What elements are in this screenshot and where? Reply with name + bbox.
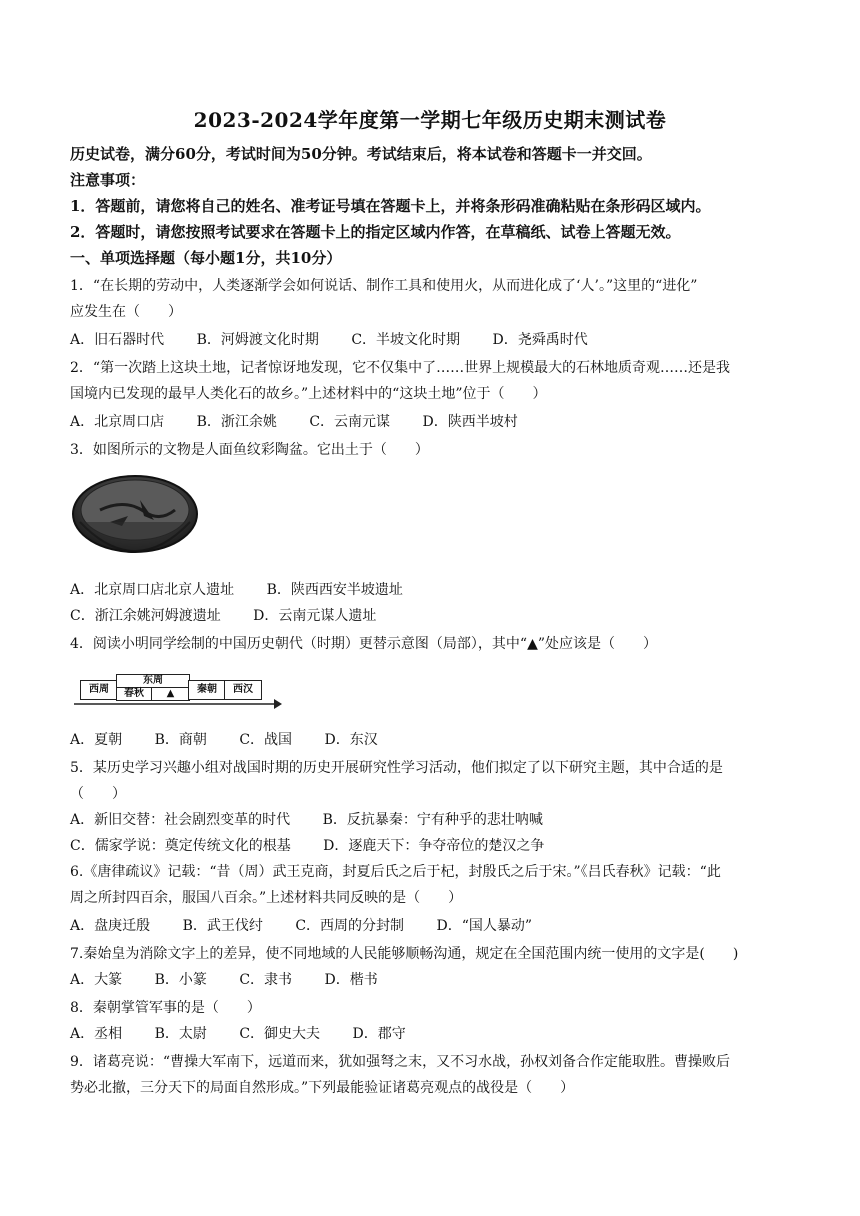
- q3-options-row-1: [70, 580, 800, 600]
- q1-option-d[interactable]: D．尧舜禹时代: [492, 332, 588, 348]
- q1-stem-2: 应发生在（ ）: [70, 304, 182, 320]
- q2-option-c[interactable]: C．云南元谋: [309, 414, 391, 430]
- q8-stem: 8．秦朝掌管军事的是（ ）: [70, 1000, 261, 1016]
- q5-option-c[interactable]: C．儒家学说：奠定传统文化的根基: [70, 838, 291, 854]
- q1-option-c[interactable]: C．半坡文化时期: [351, 332, 461, 348]
- exam-title: 2023-2024学年度第一学期七年级历史期末测试卷: [193, 108, 667, 132]
- q5-stem-2: （ ）: [70, 786, 126, 802]
- timeline-qin: 秦朝: [188, 680, 226, 700]
- q6-option-b[interactable]: B．武王伐纣: [182, 918, 263, 934]
- q1-options: [70, 330, 800, 350]
- q2-option-d[interactable]: D．陕西半坡村: [422, 414, 518, 430]
- q6-options: [70, 916, 800, 936]
- timeline-eastern-zhou: 东周: [116, 674, 190, 688]
- timeline-western-zhou: 西周: [80, 680, 118, 700]
- q7-option-b[interactable]: B．小篆: [154, 972, 207, 988]
- q8-options: [70, 1024, 800, 1044]
- q4-option-d[interactable]: D．东汉: [324, 732, 378, 748]
- q7-options: [70, 970, 800, 990]
- note-1: 1．答题前，请您将自己的姓名、准考证号填在答题卡上，并将条形码准确粘贴在条形码区域内。: [70, 197, 711, 215]
- notes-header: 注意事项：: [70, 171, 146, 189]
- timeline-triangle-blank: ▲: [151, 687, 190, 701]
- q2-stem-2: 国境内已发现的最早人类化石的故乡。”上述材料中的“这块土地”位于（ ）: [70, 386, 547, 402]
- pottery-basin-image: [70, 470, 200, 568]
- q2-option-b[interactable]: B．浙江余姚: [196, 414, 277, 430]
- q8-option-a[interactable]: A．丞相: [70, 1026, 123, 1042]
- q1-stem-1: 1．“在长期的劳动中，人类逐渐学会如何说话、制作工具和使用火，从而进化成了‘人’。”这里的“进化”: [70, 278, 698, 294]
- q3-stem: 3．如图所示的文物是人面鱼纹彩陶盆。它出土于（ ）: [70, 442, 429, 458]
- q3-option-b[interactable]: B．陕西西安半坡遗址: [266, 582, 403, 598]
- q8-option-d[interactable]: D．郡守: [352, 1026, 406, 1042]
- note-2: 2．答题时，请您按照考试要求在答题卡上的指定区域内作答，在草稿纸、试卷上答题无效。: [70, 223, 681, 241]
- q4-option-c[interactable]: C．战国: [239, 732, 293, 748]
- q6-option-d[interactable]: D．“国人暴动”: [436, 918, 533, 934]
- q6-option-c[interactable]: C．西周的分封制: [295, 918, 405, 934]
- q5-options-row-2: [70, 836, 800, 856]
- q2-option-a[interactable]: A．北京周口店: [70, 414, 165, 430]
- q9-stem-1: 9．诸葛亮说：“曹操大军南下，远道而来，犹如强弩之末，又不习水战，孙权刘备合作定能取胜。曹操败后: [70, 1054, 731, 1070]
- q5-option-d[interactable]: D．逐鹿天下：争夺帝位的楚汉之争: [323, 838, 545, 854]
- q1-option-b[interactable]: B．河姆渡文化时期: [196, 332, 319, 348]
- q6-option-a[interactable]: A．盘庚迁殷: [70, 918, 151, 934]
- q4-stem: 4．阅读小明同学绘制的中国历史朝代（时期）更替示意图（局部），其中“▲”处应该是（ ）: [70, 636, 657, 652]
- q7-option-d[interactable]: D．楷书: [324, 972, 378, 988]
- timeline-arrow-icon: [70, 672, 284, 712]
- q7-stem: 7.秦始皇为消除文字上的差异，使不同地域的人民能够顺畅沟通，规定在全国范围内统一使用的文字是( ): [70, 946, 739, 962]
- q3-option-a[interactable]: A．北京周口店北京人遗址: [70, 582, 235, 598]
- timeline-spring-autumn: 春秋: [116, 687, 152, 701]
- q3-option-c[interactable]: C．浙江余姚河姆渡遗址: [70, 608, 221, 624]
- q2-options: [70, 412, 800, 432]
- q7-option-a[interactable]: A．大篆: [70, 972, 123, 988]
- q3-options-row-2: [70, 606, 800, 626]
- dynasty-timeline-diagram: [70, 672, 284, 712]
- q5-option-b[interactable]: B．反抗暴秦：宁有种乎的悲壮呐喊: [322, 812, 543, 828]
- q2-stem-1: 2．“第一次踏上这块土地，记者惊讶地发现，它不仅集中了……世界上规模最大的石林地质奇观……还是我: [70, 360, 731, 376]
- q8-option-b[interactable]: B．太尉: [154, 1026, 207, 1042]
- q4-option-a[interactable]: A．夏朝: [70, 732, 123, 748]
- q6-stem-2: 周之所封四百余，服国八百余。”上述材料共同反映的是（ ）: [70, 890, 463, 906]
- q3-option-d[interactable]: D．云南元谋人遗址: [253, 608, 377, 624]
- q1-option-a[interactable]: A．旧石器时代: [70, 332, 165, 348]
- q5-option-a[interactable]: A．新旧交替：社会剧烈变革的时代: [70, 812, 291, 828]
- q4-options: [70, 730, 800, 750]
- timeline-western-han: 西汉: [224, 680, 262, 700]
- section-heading: 一、单项选择题（每小题1分，共10分）: [70, 249, 342, 267]
- q9-stem-2: 势必北撤，三分天下的局面自然形成。”下列最能验证诸葛亮观点的战役是（ ）: [70, 1080, 575, 1096]
- exam-intro: 历史试卷，满分60分，考试时间为50分钟。考试结束后，将本试卷和答题卡一并交回。: [70, 145, 652, 163]
- q8-option-c[interactable]: C．御史大夫: [239, 1026, 321, 1042]
- q6-stem-1: 6.《唐律疏议》记载：“昔（周）武王克商，封夏后氏之后于杞，封殷氏之后于宋。”《吕氏春秋》记载：“此: [70, 864, 721, 880]
- q7-option-c[interactable]: C．隶书: [239, 972, 293, 988]
- q4-option-b[interactable]: B．商朝: [154, 732, 207, 748]
- q5-options-row-1: [70, 810, 800, 830]
- q5-stem-1: 5．某历史学习兴趣小组对战国时期的历史开展研究性学习活动，他们拟定了以下研究主题，其中合适的是: [70, 760, 723, 776]
